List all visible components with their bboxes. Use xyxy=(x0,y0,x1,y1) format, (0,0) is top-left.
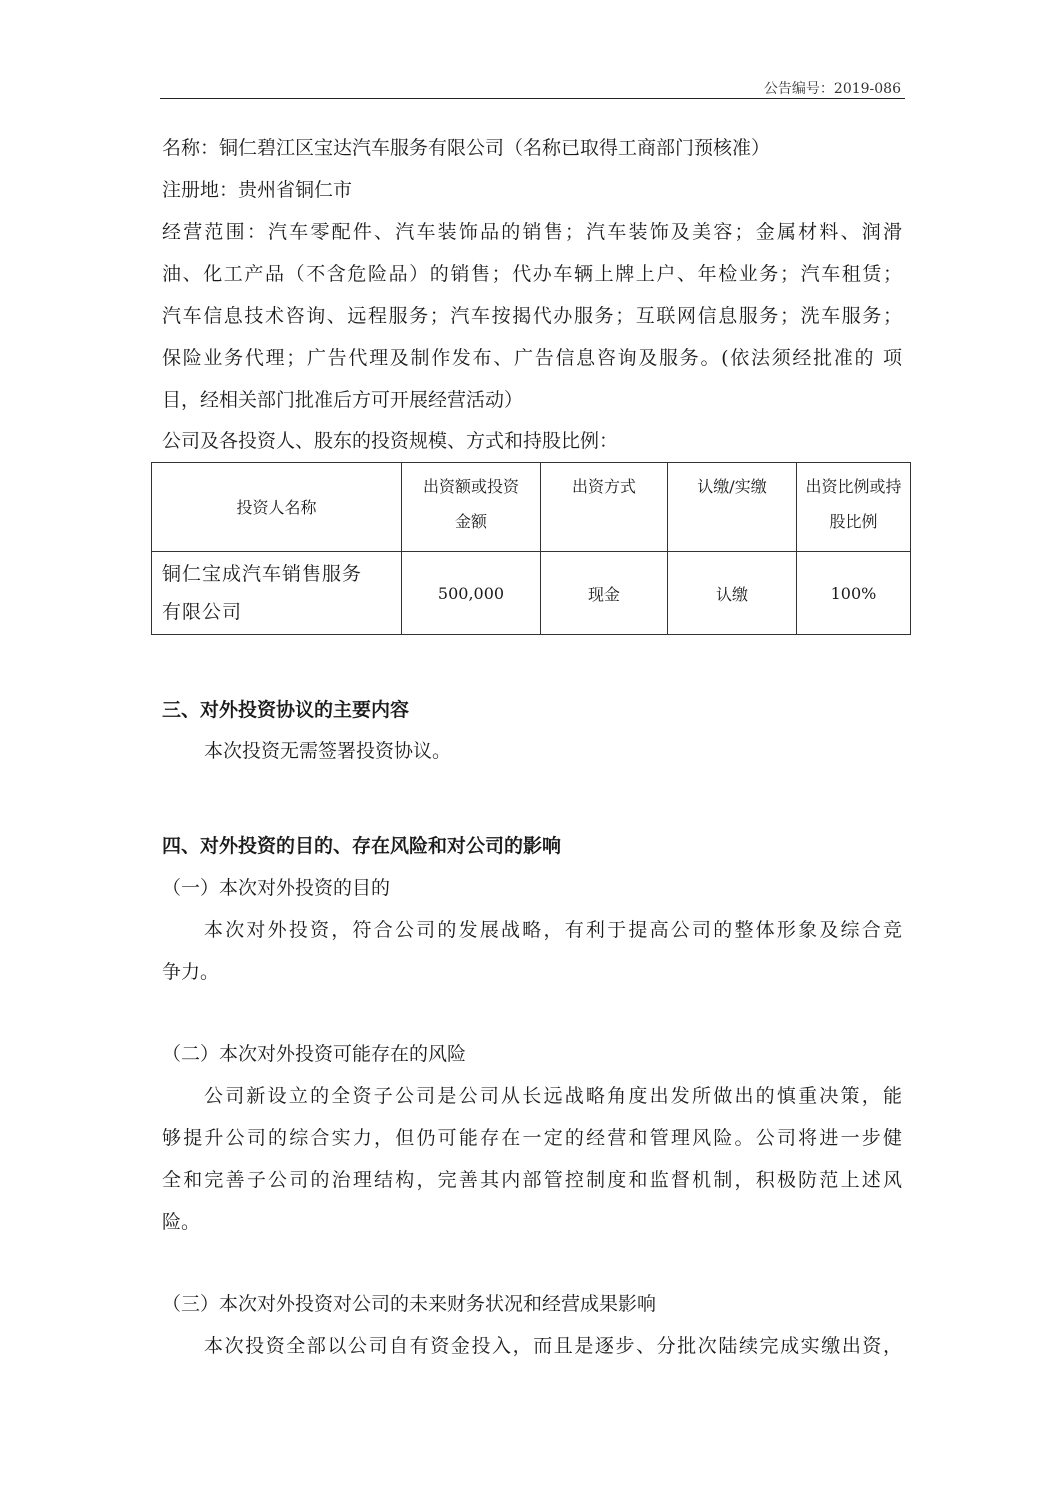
header-ratio-line2: 股比例 xyxy=(829,512,878,531)
business-scope-line: 汽车信息技术咨询、远程服务；汽车按揭代办服务；互联网信息服务；洗车服务； xyxy=(162,305,902,327)
table-row xyxy=(152,552,911,635)
registered-address-line: 注册地：贵州省铜仁市 xyxy=(162,179,353,201)
section4-heading: 四、对外投资的目的、存在风险和对公司的影响 xyxy=(162,835,562,857)
cell-method: 现金 xyxy=(541,552,668,635)
investment-table xyxy=(151,462,911,635)
header-ratio-line1: 出资比例或持 xyxy=(805,477,902,496)
paragraph-line: 险。 xyxy=(162,1211,201,1233)
business-scope-line: 油、化工产品（不含危险品）的销售；代办车辆上牌上户、年检业务；汽车租赁； xyxy=(162,263,902,285)
header-amount-line2: 金额 xyxy=(454,512,487,531)
business-scope-line: 保险业务代理；广告代理及制作发布、广告信息咨询及服务。(依法须经批准的 项 xyxy=(162,347,902,369)
cell-status: 认缴 xyxy=(668,552,797,635)
header-status: 认缴/实缴 xyxy=(668,463,797,552)
subsection2-title: （二）本次对外投资可能存在的风险 xyxy=(162,1043,467,1065)
header-amount xyxy=(402,463,541,552)
section3-heading: 三、对外投资协议的主要内容 xyxy=(162,699,410,721)
cell-ratio: 100% xyxy=(797,552,911,635)
header-divider xyxy=(160,98,905,99)
announcement-number: 公告编号：2019-086 xyxy=(763,81,901,97)
paragraph-line: 公司新设立的全资子公司是公司从长远战略角度出发所做出的慎重决策，能 xyxy=(204,1085,902,1107)
business-scope-line: 目，经相关部门批准后方可开展经营活动） xyxy=(162,389,524,411)
cell-investor-line2: 有限公司 xyxy=(162,601,243,623)
shareholding-intro: 公司及各投资人、股东的投资规模、方式和持股比例： xyxy=(162,430,619,452)
section3-body: 本次投资无需签署投资协议。 xyxy=(204,740,452,762)
header-amount-line1: 出资额或投资 xyxy=(422,477,519,496)
paragraph-line: 本次对外投资，符合公司的发展战略，有利于提高公司的整体形象及综合竞 xyxy=(204,919,902,941)
subsection3-title: （三）本次对外投资对公司的未来财务状况和经营成果影响 xyxy=(162,1293,657,1315)
paragraph-line: 争力。 xyxy=(162,961,220,983)
cell-investor-line1: 铜仁宝成汽车销售服务 xyxy=(162,563,363,585)
company-name-line: 名称：铜仁碧江区宝达汽车服务有限公司（名称已取得工商部门预核准） xyxy=(162,137,771,159)
header-method: 出资方式 xyxy=(541,463,668,552)
cell-investor xyxy=(152,552,402,635)
paragraph-line: 全和完善子公司的治理结构，完善其内部管控制度和监督机制，积极防范上述风 xyxy=(162,1169,902,1191)
header-investor: 投资人名称 xyxy=(152,463,402,552)
paragraph-line: 本次投资全部以公司自有资金投入，而且是逐步、分批次陆续完成实缴出资， xyxy=(204,1335,902,1357)
subsection1-title: （一）本次对外投资的目的 xyxy=(162,877,391,899)
table-header-row xyxy=(152,463,911,552)
header-ratio xyxy=(797,463,911,552)
cell-amount: 500,000 xyxy=(402,552,541,635)
business-scope-line: 经营范围：汽车零配件、汽车装饰品的销售；汽车装饰及美容；金属材料、润滑 xyxy=(162,221,902,243)
paragraph-line: 够提升公司的综合实力，但仍可能存在一定的经营和管理风险。公司将进一步健 xyxy=(162,1127,902,1149)
